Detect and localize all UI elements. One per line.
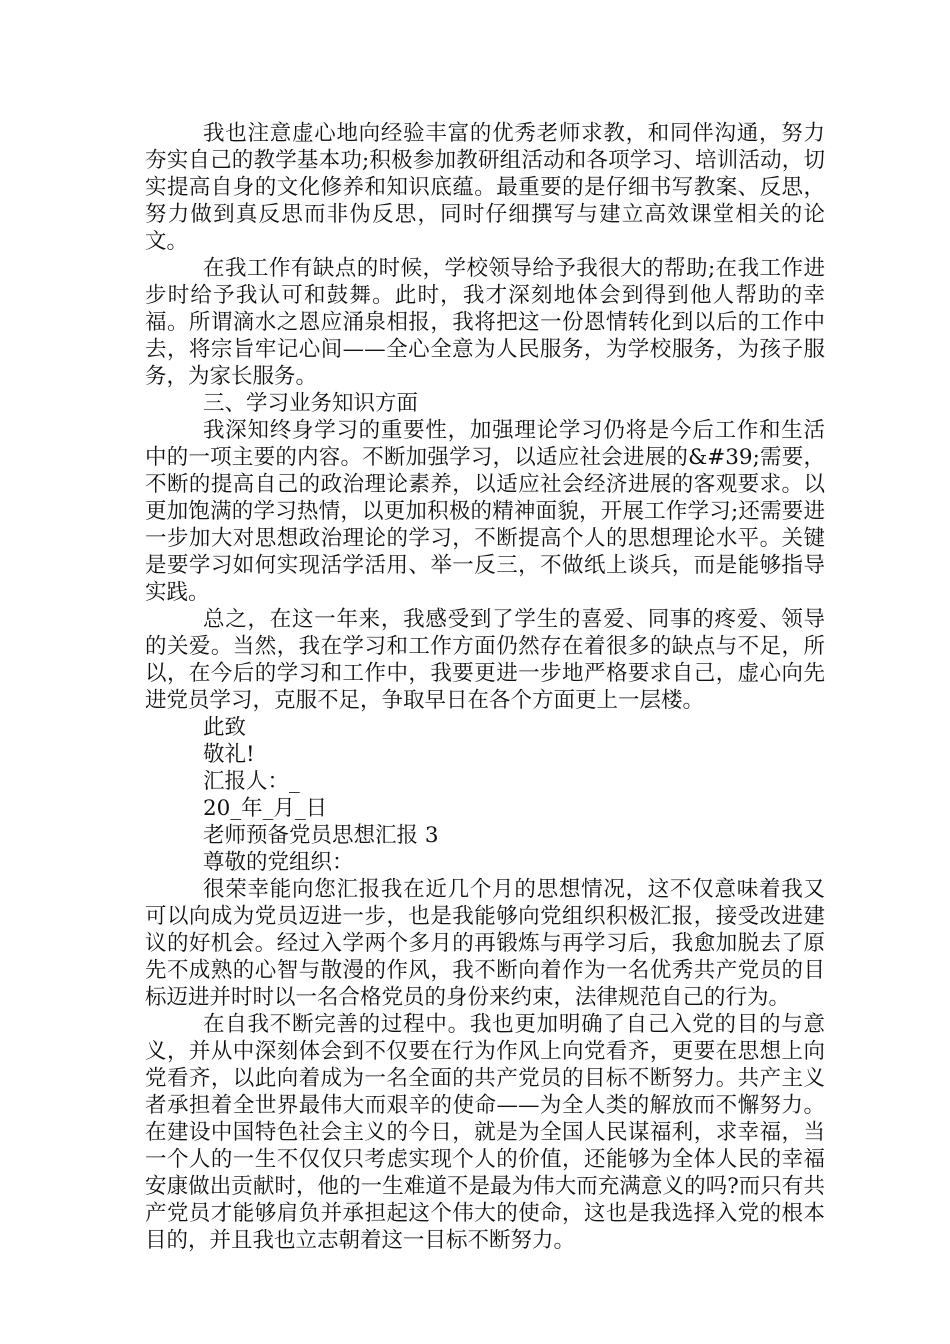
greeting-line: 尊敬的党组织： xyxy=(203,850,354,875)
closing-regards: 敬礼! xyxy=(203,742,255,767)
closing-salutation: 此致 xyxy=(203,715,247,740)
paragraph-teaching-skills: 我也注意虚心地向经验丰富的优秀老师求教，和同伴沟通，努力夯实自己的教学基本功;积极参加教研组活动和各项学习、培训活动，切实提高自身的文化修养和知识底蕴。最重要的是仔细书写教案、反思，努力做到真反思而非伪反思，同时仔细撰写与建立高效课堂相关的论文。 xyxy=(145,121,825,254)
reporter-line: 汇报人：_ xyxy=(203,769,300,794)
paragraph-report-intro: 很荣幸能向您汇报我在近几个月的思想情况，这不仅意味着我又可以向成为党员迈进一步，也是我能够向党组织积极汇报，接受改进建议的好机会。经过入学两个多月的再锻炼与再学习后，我愈加脱去了原先不成熟的心智与散漫的作风，我不断向着作为一名优秀共产党员的目标迈进并时时以一名合格党员的身份来约束，法律规范自己的行为。 xyxy=(145,877,825,1010)
paragraph-summary: 总之，在这一年来，我感受到了学生的喜爱、同事的疼爱、领导的关爱。当然，我在学习和工作方面仍然存在着很多的缺点与不足，所以，在今后的学习和工作中，我要更进一步地严格要求自己，虚心向先进党员学习，克服不足，争取早日在各个方面更上一层楼。 xyxy=(145,607,825,713)
date-line: 20_年_月_日 xyxy=(203,796,328,821)
paragraph-lifelong-learning: 我深知终身学习的重要性，加强理论学习仍将是今后工作和生活中的一项主要的内容。不断加强学习，以适应社会进展的&#39;需要，不断的提高自己的政治理论素养，以适应社会经济进展的客观要求。以更加饱满的学习热情，以更加积极的精神面貌，开展工作学习;还需要进一步加大对思想政治理论的学习，不断提高个人的思想理论水平。关键是要学习如何实现活学活用、举一反三，不做纸上谈兵，而是能够指导实践。 xyxy=(145,418,825,605)
section-heading-learning: 三、学习业务知识方面 xyxy=(203,391,419,416)
document-body xyxy=(145,120,825,1254)
report-title: 老师预备党员思想汇报 3 xyxy=(203,823,439,848)
paragraph-self-improvement: 在自我不断完善的过程中。我也更加明确了自己入党的目的与意义，并从中深刻体会到不仅要在行为作风上向党看齐，更要在思想上向党看齐，以此向着成为一名全面的共产党员的目标不断努力。共产主义者承担着全世界最伟大而艰辛的使命——为全人类的解放而不懈努力。在建设中国特色社会主义的今日，就是为全国人民谋福利，求幸福，当一个人的一生不仅仅只考虑实现个人的价值，还能够为全体人民的幸福安康做出贡献时，他的一生难道不是最为伟大而充满意义的吗?而只有共产党员才能够肩负并承担起这个伟大的使命，这也是我选择入党的根本目的，并且我也立志朝着这一目标不断努力。 xyxy=(145,1012,825,1253)
paragraph-leadership-help: 在我工作有缺点的时候，学校领导给予我很大的帮助;在我工作进步时给予我认可和鼓舞。此时，我才深刻地体会到得到他人帮助的幸福。所谓滴水之恩应涌泉相报，我将把这一份恩情转化到以后的工作中去，将宗旨牢记心间——全心全意为人民服务，为学校服务，为孩子服务，为家长服务。 xyxy=(145,256,825,389)
